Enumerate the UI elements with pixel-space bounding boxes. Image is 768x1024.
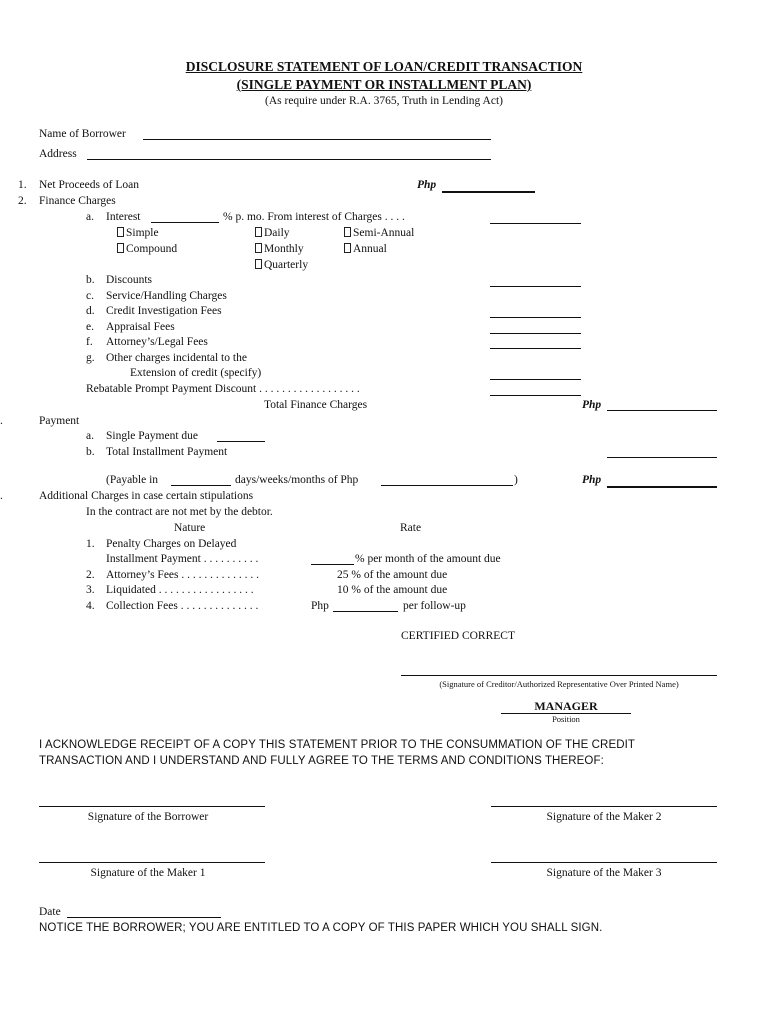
payment-label: Payment xyxy=(39,415,80,427)
row-number: 2. xyxy=(86,569,95,581)
payable-amount-line[interactable] xyxy=(381,485,513,486)
maker1-signature-line[interactable] xyxy=(39,862,265,863)
item-letter: d. xyxy=(86,305,95,317)
position-caption: Position xyxy=(552,714,580,724)
appraisal-fees-amount-line[interactable] xyxy=(490,333,581,334)
total-installment-label: Total Installment Payment xyxy=(106,446,228,458)
manager-title: MANAGER xyxy=(534,699,598,713)
checkbox-icon[interactable] xyxy=(344,227,351,237)
notice-text: NOTICE THE BORROWER; YOU ARE ENTITLED TO A COPY OF THIS PAPER WHICH YOU SHALL SIGN. xyxy=(39,922,603,934)
item-number: . xyxy=(0,415,3,427)
penalty-rate-text: % per month of the amount due xyxy=(355,553,501,565)
maker2-signature-caption: Signature of the Maker 2 xyxy=(546,811,662,823)
service-charges-label: Service/Handling Charges xyxy=(106,290,227,302)
item-letter: e. xyxy=(86,321,94,333)
discounts-amount-line[interactable] xyxy=(490,286,581,287)
option-quarterly[interactable] xyxy=(255,259,308,272)
acknowledgement-line-2: TRANSACTION AND I UNDERSTAND AND FULLY AGREE TO THE TERMS AND CONDITIONS THEREOF: xyxy=(39,755,604,767)
option-semi-annual[interactable] xyxy=(344,227,414,240)
attorney-fees-label: Attorney’s/Legal Fees xyxy=(106,336,208,348)
checkbox-icon[interactable] xyxy=(344,243,351,253)
date-label: Date xyxy=(39,906,61,918)
net-proceeds-label: Net Proceeds of Loan xyxy=(39,179,139,191)
item-number: 1. xyxy=(18,179,27,191)
borrower-name-line[interactable] xyxy=(143,139,491,140)
liquidated-nature: Liquidated . . . . . . . . . . . . . . . . . xyxy=(106,584,254,596)
borrower-signature-caption: Signature of the Borrower xyxy=(87,811,209,823)
total-finance-charges-label: Total Finance Charges xyxy=(264,399,368,411)
item-number: 2. xyxy=(18,195,27,207)
checkbox-icon[interactable] xyxy=(255,243,262,253)
php-label: Php xyxy=(582,474,602,486)
address-label: Address xyxy=(39,148,77,160)
payable-close-paren: ) xyxy=(514,474,518,486)
attorney-fees-nature: Attorney’s Fees . . . . . . . . . . . . . . xyxy=(106,569,260,581)
collection-fees-nature: Collection Fees . . . . . . . . . . . . . . xyxy=(106,600,259,612)
checkbox-icon[interactable] xyxy=(117,243,124,253)
interest-amount-line[interactable] xyxy=(490,223,581,224)
item-letter: a. xyxy=(86,211,94,223)
penalty-rate-line[interactable] xyxy=(311,564,354,565)
option-daily-label: Daily xyxy=(264,227,290,239)
attorney-fees-rate: 25 % of the amount due xyxy=(337,569,448,581)
checkbox-icon[interactable] xyxy=(117,227,124,237)
php-label: Php xyxy=(311,600,329,612)
additional-charges-label-cont: In the contract are not met by the debtor. xyxy=(86,506,273,518)
item-number: . xyxy=(0,490,3,502)
payable-in-count-line[interactable] xyxy=(171,485,231,486)
column-nature: Nature xyxy=(174,522,206,534)
option-quarterly-label: Quarterly xyxy=(264,259,309,271)
option-monthly-label: Monthly xyxy=(264,243,304,255)
column-rate: Rate xyxy=(400,522,422,534)
maker1-signature-caption: Signature of the Maker 1 xyxy=(90,867,206,879)
appraisal-fees-label: Appraisal Fees xyxy=(106,321,175,333)
penalty-charges-label: Penalty Charges on Delayed xyxy=(106,538,237,550)
payable-in-label: (Payable in xyxy=(106,474,159,486)
net-proceeds-amount-line[interactable] xyxy=(442,191,535,193)
option-annual[interactable] xyxy=(344,243,387,256)
additional-charges-label: Additional Charges in case certain stipulations xyxy=(39,490,254,502)
discounts-label: Discounts xyxy=(106,274,152,286)
borrower-signature-line[interactable] xyxy=(39,806,265,807)
collection-fee-amount-line[interactable] xyxy=(333,611,398,612)
single-payment-label: Single Payment due xyxy=(106,430,198,442)
interest-label: Interest xyxy=(106,211,141,223)
php-label: Php xyxy=(582,399,602,411)
option-semi-annual-label: Semi-Annual xyxy=(353,227,415,239)
credit-investigation-label: Credit Investigation Fees xyxy=(106,305,222,317)
php-label: Php xyxy=(417,179,437,191)
option-simple[interactable] xyxy=(117,227,159,240)
rebatable-discount-label: Rebatable Prompt Payment Discount . . . . . . . . . . . . . . . . . . xyxy=(86,383,360,395)
address-line[interactable] xyxy=(87,159,491,160)
option-compound[interactable] xyxy=(117,243,177,256)
borrower-name-label: Name of Borrower xyxy=(39,128,126,140)
maker2-signature-line[interactable] xyxy=(491,806,717,807)
document-title: DISCLOSURE STATEMENT OF LOAN/CREDIT TRANSACTION xyxy=(185,59,583,74)
interest-rate-line[interactable] xyxy=(151,222,219,223)
item-letter: b. xyxy=(86,274,95,286)
single-payment-due-line[interactable] xyxy=(217,441,265,442)
payment-total-line[interactable] xyxy=(607,486,717,488)
option-daily[interactable] xyxy=(255,227,290,240)
document-subtitle-plan: (SINGLE PAYMENT OR INSTALLMENT PLAN) xyxy=(236,77,532,92)
total-installment-amount-line[interactable] xyxy=(607,457,717,458)
row-number: 1. xyxy=(86,538,95,550)
attorney-fees-amount-line[interactable] xyxy=(490,348,581,349)
item-letter: g. xyxy=(86,352,95,364)
credit-investigation-amount-line[interactable] xyxy=(490,317,581,318)
maker3-signature-caption: Signature of the Maker 3 xyxy=(546,867,662,879)
extension-of-credit-label: Extension of credit (specify) xyxy=(130,367,262,379)
checkbox-icon[interactable] xyxy=(255,227,262,237)
checkbox-icon[interactable] xyxy=(255,259,262,269)
option-monthly[interactable] xyxy=(255,243,304,256)
item-letter: b. xyxy=(86,446,95,458)
rebatable-discount-amount-line[interactable] xyxy=(490,395,581,396)
option-simple-label: Simple xyxy=(126,227,159,239)
liquidated-rate: 10 % of the amount due xyxy=(337,584,448,596)
item-letter: c. xyxy=(86,290,94,302)
item-letter: f. xyxy=(86,336,93,348)
row-number: 3. xyxy=(86,584,95,596)
payable-period-label: days/weeks/months of Php xyxy=(235,474,359,486)
other-charges-amount-line[interactable] xyxy=(490,379,581,380)
acknowledgement-line-1: I ACKNOWLEDGE RECEIPT OF A COPY THIS STATEMENT PRIOR TO THE CONSUMMATION OF THE CREDIT xyxy=(39,739,636,751)
legal-reference: (As require under R.A. 3765, Truth in Lending Act) xyxy=(265,95,503,107)
other-charges-label: Other charges incidental to the xyxy=(106,352,247,364)
row-number: 4. xyxy=(86,600,95,612)
certified-correct-label: CERTIFIED CORRECT xyxy=(401,630,515,642)
option-compound-label: Compound xyxy=(126,243,178,255)
collection-fee-rate: per follow-up xyxy=(403,600,466,612)
date-line[interactable] xyxy=(67,917,221,918)
maker3-signature-line[interactable] xyxy=(491,862,717,863)
creditor-signature-line[interactable] xyxy=(401,675,717,676)
interest-suffix: % p. mo. From interest of Charges . . . . xyxy=(223,211,405,223)
finance-charges-label: Finance Charges xyxy=(39,195,116,207)
creditor-signature-caption: (Signature of Creditor/Authorized Representative Over Printed Name) xyxy=(439,679,679,689)
option-annual-label: Annual xyxy=(353,243,387,255)
installment-payment-label: Installment Payment . . . . . . . . . . xyxy=(106,553,259,565)
item-letter: a. xyxy=(86,430,94,442)
total-finance-charges-line[interactable] xyxy=(607,410,717,411)
